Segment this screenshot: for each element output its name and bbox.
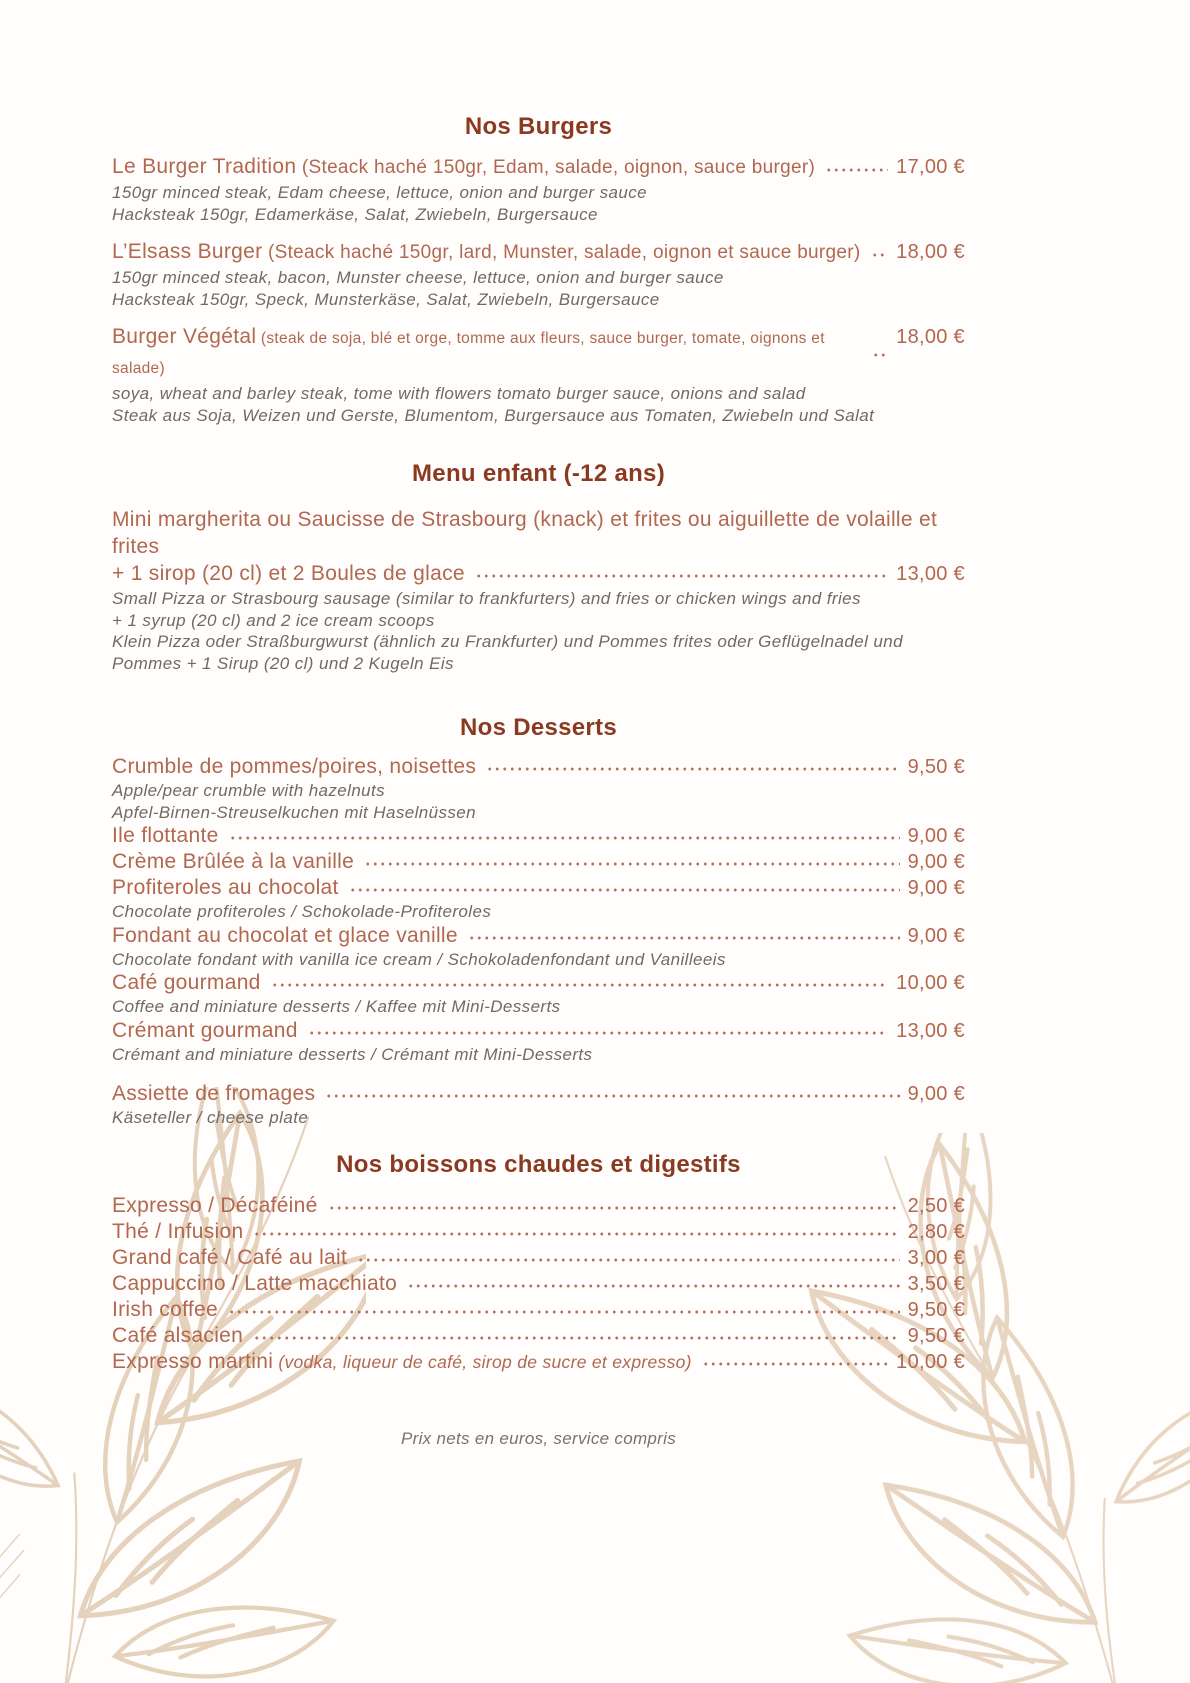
item-price: 3,00 € <box>907 1246 965 1269</box>
menu-item <box>112 875 965 923</box>
menu-section-nos-desserts <box>112 714 965 1129</box>
item-description: Chocolate fondant with vanilla ice cream / Schokoladenfondant und Vanilleeis <box>112 949 726 969</box>
item-name: Profiteroles au chocolat <box>112 876 339 899</box>
item-price: 10,00 € <box>896 1350 965 1373</box>
item-name: Crème Brûlée à la vanille <box>112 850 355 873</box>
price-row <box>112 1297 965 1323</box>
dotted-leader <box>253 1228 899 1240</box>
item-description: soya, wheat and barley steak, tome with flowers tomato burger sauce, onions and salad <box>112 384 806 403</box>
price-row <box>112 1349 965 1375</box>
item-name: Ile flottante <box>112 824 219 847</box>
section-heading: Nos Burgers <box>464 113 613 140</box>
dotted-leader <box>308 1027 888 1039</box>
menu-item <box>112 153 965 225</box>
price-row <box>112 1081 965 1107</box>
price-row <box>112 1219 965 1245</box>
dotted-leader <box>475 570 888 582</box>
dotted-leader <box>328 1202 900 1214</box>
dotted-leader <box>229 832 900 844</box>
item-description: Crémant and miniature desserts / Crémant mit Mini-Desserts <box>112 1044 593 1064</box>
price-row <box>112 754 965 780</box>
item-note: (steak de soja, blé et orge, tomme aux fleurs, sauce burger, tomate, oignons et salade) <box>112 330 825 377</box>
dotted-leader <box>364 858 899 870</box>
item-name: Expresso martini (vodka, liqueur de café, sirop de sucre et expresso) <box>112 1349 692 1373</box>
item-price: 13,00 € <box>896 1019 965 1042</box>
item-description: Käseteller / cheese plate <box>112 1108 309 1127</box>
item-description: Hacksteak 150gr, Speck, Munsterkäse, Salat, Zwiebeln, Burgersauce <box>112 289 660 309</box>
footer-note: Prix nets en euros, service compris <box>400 1428 677 1448</box>
dotted-leader <box>253 1332 899 1344</box>
price-row <box>112 153 965 182</box>
menu-item <box>112 1271 965 1297</box>
item-price: 18,00 € <box>896 241 965 263</box>
item-price: 9,00 € <box>907 877 965 899</box>
item-name: Crémant gourmand <box>112 1018 298 1042</box>
item-description: Apple/pear crumble with hazelnuts <box>112 781 386 800</box>
item-price: 2,50 € <box>907 1194 965 1217</box>
price-row <box>112 823 965 849</box>
menu-item <box>112 923 965 971</box>
menu-item <box>112 849 965 875</box>
item-price: 9,00 € <box>907 851 965 873</box>
dotted-leader <box>872 349 888 361</box>
dotted-leader <box>407 1280 900 1292</box>
item-description: Klein Pizza oder Straßburgwurst (ähnlich zu Frankfurter) und Pommes frites oder Geflügelnadel und <box>112 632 903 651</box>
price-row <box>112 875 965 901</box>
menu-section-nos-boissons-chaudes-et-digestifs <box>112 1151 965 1375</box>
price-row <box>112 923 965 949</box>
menu-item <box>112 1193 965 1219</box>
dotted-leader <box>271 979 889 991</box>
price-row <box>112 1245 965 1271</box>
item-description: + 1 syrup (20 cl) and 2 ice cream scoops <box>112 610 435 630</box>
dotted-leader <box>486 763 899 775</box>
menu-section-menu-enfant-12-ans <box>112 460 965 674</box>
item-name: Assiette de fromages <box>112 1082 316 1105</box>
item-price: 10,00 € <box>896 972 965 994</box>
item-description: Small Pizza or Strasbourg sausage (similar to frankfurters) and fries or chicken wings and fries <box>112 589 861 608</box>
item-name: Thé / Infusion <box>112 1219 244 1243</box>
price-row <box>112 238 965 267</box>
item-description: Chocolate profiteroles / Schokolade-Profiteroles <box>112 902 492 921</box>
dotted-leader <box>871 249 889 261</box>
item-description: Steak aus Soja, Weizen und Gerste, Blumentom, Burgersauce aus Tomaten, Zwiebeln und Salat <box>112 405 875 425</box>
dotted-leader <box>825 164 888 176</box>
item-price: 3,50 € <box>907 1272 965 1295</box>
price-row <box>112 1323 965 1349</box>
item-price: 17,00 € <box>896 156 965 178</box>
item-name: Crumble de pommes/poires, noisettes <box>112 755 477 778</box>
section-heading: Menu enfant (-12 ans) <box>412 460 665 487</box>
section-heading: Nos Desserts <box>459 714 617 741</box>
item-name: Café alsacien <box>112 1323 244 1347</box>
price-row <box>112 323 965 383</box>
dotted-leader <box>325 1090 899 1102</box>
menu-item <box>112 238 965 310</box>
item-price: 9,50 € <box>907 1324 965 1347</box>
item-name: Grand café / Café au lait <box>112 1245 348 1269</box>
item-name: Expresso / Décaféiné <box>112 1193 318 1217</box>
item-description: 150gr minced steak, Edam cheese, lettuce, onion and burger sauce <box>112 183 647 202</box>
menu-section-nos-burgers <box>112 113 965 426</box>
menu-item <box>112 506 965 674</box>
item-name: Café gourmand <box>112 971 261 994</box>
menu-item <box>112 970 965 1018</box>
item-description: Pommes + 1 Sirup (20 cl) und 2 Kugeln Eis <box>112 653 454 673</box>
item-name: Le Burger Tradition (Steack haché 150gr, Edam, salade, oignon, sauce burger) <box>112 155 816 178</box>
dotted-leader <box>468 932 900 944</box>
item-price: 9,50 € <box>907 756 965 778</box>
price-row <box>112 1271 965 1297</box>
item-description: Apfel-Birnen-Streuselkuchen mit Haselnüssen <box>112 802 476 822</box>
item-note: (Steack haché 150gr, lard, Munster, salade, oignon et sauce burger) <box>262 242 861 263</box>
price-row <box>112 1193 965 1219</box>
menu-item <box>112 823 965 849</box>
item-price: 9,00 € <box>907 825 965 847</box>
menu-sections <box>112 113 965 1375</box>
menu-item <box>112 1323 965 1349</box>
dotted-leader <box>349 884 900 896</box>
section-heading: Nos boissons chaudes et digestifs <box>336 1150 741 1178</box>
item-price: 9,00 € <box>907 1083 965 1105</box>
item-price: 18,00 € <box>896 326 965 348</box>
item-name: + 1 sirop (20 cl) et 2 Boules de glace <box>112 562 465 585</box>
item-description: Hacksteak 150gr, Edamerkäse, Salat, Zwiebeln, Burgersauce <box>112 204 598 224</box>
price-row <box>112 1018 965 1044</box>
item-description: 150gr minced steak, bacon, Munster cheese, lettuce, onion and burger sauce <box>112 268 724 287</box>
price-row <box>112 849 965 875</box>
item-price: 9,50 € <box>907 1298 965 1321</box>
dotted-leader <box>702 1358 888 1370</box>
item-description: Coffee and miniature desserts / Kaffee mit Mini-Desserts <box>112 997 561 1016</box>
price-row <box>112 560 965 588</box>
item-name-first-line: Mini margherita ou Saucisse de Strasbourg (knack) et frites ou aiguillette de volaille et frites <box>112 508 938 558</box>
menu-item <box>112 1018 965 1066</box>
item-name: Burger Végétal (steak de soja, blé et orge, tomme aux fleurs, sauce burger, tomate, oignons et salade) <box>112 325 825 377</box>
menu-item <box>112 1349 965 1375</box>
item-price: 9,00 € <box>907 924 965 947</box>
item-name: Fondant au chocolat et glace vanille <box>112 923 458 947</box>
menu-item <box>112 1081 965 1129</box>
item-name: L’Elsass Burger (Steack haché 150gr, lard, Munster, salade, oignon et sauce burger) <box>112 240 861 263</box>
dotted-leader <box>228 1306 900 1318</box>
item-name: Irish coffee <box>112 1297 218 1321</box>
item-note: (Steack haché 150gr, Edam, salade, oignon, sauce burger) <box>296 157 816 178</box>
menu-item <box>112 1219 965 1245</box>
item-name: Cappuccino / Latte macchiato <box>112 1271 398 1295</box>
item-price: 13,00 € <box>896 563 965 585</box>
menu-item <box>112 323 965 426</box>
menu-item <box>112 1245 965 1271</box>
dotted-leader <box>357 1254 899 1266</box>
item-price: 2,80 € <box>907 1220 965 1243</box>
item-note: (vodka, liqueur de café, sirop de sucre et expresso) <box>273 1351 692 1372</box>
menu-item <box>112 1297 965 1323</box>
menu-item <box>112 754 965 823</box>
price-row <box>112 970 965 996</box>
